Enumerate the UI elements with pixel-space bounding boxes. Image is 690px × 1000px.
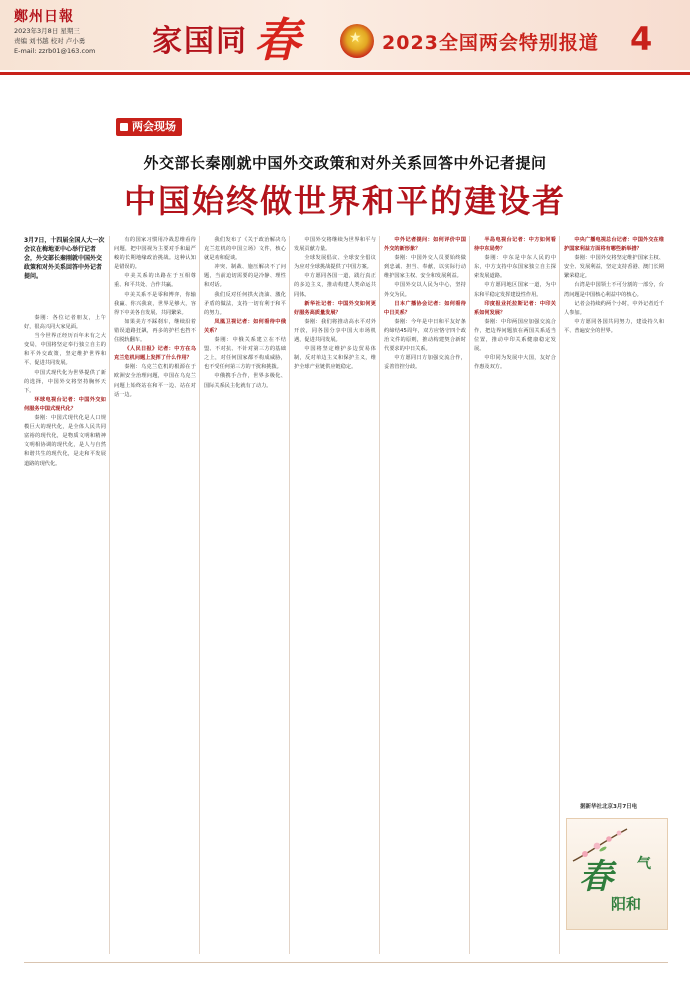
body-column-7 [564, 236, 664, 808]
body-column-3 [204, 236, 286, 956]
section-title: 家国同 [152, 24, 248, 59]
paragraph: 秦刚：今年是中日和平友好条约缔结45周年，双方应恪守四个政治文件的原则，推动构建契合新时代要求的中日关系。 [384, 318, 466, 353]
lead-box [24, 236, 106, 308]
paragraph: 全球发展倡议、全球安全倡议为应对全球挑战提供了中国方案。 [294, 255, 376, 271]
question-paragraph: 新华社记者：中国外交如何更好服务高质量发展？ [294, 300, 376, 316]
paragraph: 秦刚：各位记者朋友，上午好，很高兴同大家见面。 [24, 315, 106, 331]
question-paragraph: 中外记者提问：如何评价中国外交的新形象？ [384, 237, 466, 253]
paragraph: 我们发布了《关于政治解决乌克兰危机的中国立场》文件，核心就是劝和促谈。 [204, 237, 286, 262]
paragraph: 秦刚：中俄关系建立在不结盟、不对抗、不针对第三方的基础之上，对任何国家都不构成威胁，也不受任何第三方的干扰和挑拨。 [204, 337, 286, 371]
paragraph: 中美关系不是零和博弈，你输我赢、你兴我衰，世界足够大，容得下中美各自发展、共同繁荣。 [114, 291, 196, 316]
paragraph: 台湾是中国领土不可分割的一部分，台湾问题是中国核心利益中的核心。 [564, 282, 664, 298]
page-number: 4 [630, 20, 653, 58]
yanghe-text: 阳和 [611, 895, 642, 913]
paragraph: 中方愿同日方加强交流合作，妥善管控分歧。 [384, 355, 466, 371]
column-divider [289, 236, 290, 954]
paragraph: 有的国家习惯用冷战思维看待问题，把中国视为主要对手和最严峻的长期地缘政治挑战。这种认知是错误的。 [114, 237, 196, 271]
paragraph: 如果美方不踩刹车，继续沿着错误道路狂飙，再多的护栏也挡不住脱轨翻车。 [114, 318, 196, 344]
column-divider [469, 236, 470, 954]
paragraph: 中国外交将继续为世界和平与发展贡献力量。 [294, 237, 376, 253]
paper-name: 鄭州日報 [14, 9, 74, 25]
special-report-title: 2023全国两会特别报道 [382, 32, 599, 54]
paragraph: 中方愿同各国共同努力，建设持久和平、普遍安全的世界。 [564, 318, 664, 334]
date-block [14, 26, 95, 56]
paragraph: 秦刚：中国外交人员要始终做到忠诚、担当、奉献，以实际行动维护国家主权、安全和发展利益。 [384, 255, 466, 280]
spring-character: 春 [579, 857, 613, 897]
paragraph: 记者会持续约两个小时，中外记者近千人参加。 [564, 300, 664, 316]
paragraph: 中国将坚定维护多边贸易体制，反对单边主义和保护主义，维护全球产业链供应链稳定。 [294, 346, 376, 371]
column-divider [109, 236, 110, 954]
paragraph: 中印同为发展中大国，友好合作惠及双方。 [474, 355, 556, 371]
qi-character: 气 [637, 856, 651, 872]
bottom-divider [24, 962, 668, 963]
article-subhead: 外交部长秦刚就中国外交政策和对外关系回答中外记者提问 [143, 154, 547, 172]
question-paragraph: 日本广播协会记者：如何看待中日关系？ [384, 300, 466, 316]
question-paragraph: 《人民日报》记者：中方在乌克兰危机问题上发挥了什么作用？ [114, 346, 196, 362]
paragraph: 秦刚：我们将推动高水平对外开放，同各国分享中国大市场机遇，促进共同发展。 [294, 318, 376, 344]
body-column-5 [384, 236, 466, 956]
paragraph: 中方愿同地区国家一道，为中东和平稳定发挥建设性作用。 [474, 282, 556, 298]
national-emblem-icon [340, 24, 374, 58]
source-note: 据新华社北京3月7日电 [580, 804, 638, 810]
article-headline: 中国始终做世界和平的建设者 [123, 182, 566, 220]
question-paragraph: 半岛电视台记者：中方如何看待中东局势？ [474, 237, 556, 253]
paragraph: 中国外交以人民为中心，坚持外交为民。 [384, 282, 466, 298]
column-divider [199, 236, 200, 954]
paragraph: 中方愿同各国一道，践行真正的多边主义，推动构建人类命运共同体。 [294, 273, 376, 298]
body-column-6 [474, 236, 556, 956]
editor-line: 责编 刘书越 校对 卢小勇 [14, 37, 86, 45]
section-char: 春 [254, 13, 300, 67]
lead-text: 3月7日，十四届全国人大一次会议在梅地亚中心举行记者会，外交部长秦刚就中国外交政策和对外关系回答中外记者提问。 [24, 237, 105, 280]
masthead-divider [0, 72, 690, 75]
date-line: 2023年3月8日 星期三 [14, 27, 80, 35]
paragraph: 秦刚：中国外交将坚定维护国家主权、安全、发展利益，坚定支持香港、澳门长期繁荣稳定。 [564, 255, 664, 280]
paragraph: 中国式现代化为世界提供了新的选择，中国外交将坚持胸怀天下。 [24, 369, 106, 394]
star-icon: ★ [349, 30, 362, 46]
question-paragraph: 中央广播电视总台记者：中国外交在维护国家利益方面将有哪些新举措？ [564, 237, 664, 253]
paragraph: 我们反对任何拱火浇油、激化矛盾的做法，支持一切有利于和平的努力。 [204, 291, 286, 316]
column-tag: 两会现场 [116, 118, 182, 136]
paragraph: 秦刚：乌克兰危机的根源在于欧洲安全治理问题，中国在乌克兰问题上始终站在和平一边、站在对话一边。 [114, 364, 196, 398]
column-divider [559, 236, 560, 954]
paragraph: 冲突、制裁、施压解决不了问题，当前迫切需要的是冷静、理性和对话。 [204, 264, 286, 289]
question-paragraph: 印度报业托拉斯记者：中印关系如何发展？ [474, 300, 556, 316]
body-column-2 [114, 236, 196, 956]
question-paragraph: 环球电视台记者：中国外交如何服务中国式现代化？ [24, 396, 106, 412]
paragraph: 中美关系的出路在于互相尊重、和平共处、合作共赢。 [114, 273, 196, 289]
body-column-4 [294, 236, 376, 956]
paragraph: 中俄携手合作，世界多极化、国际关系民主化就有了动力。 [204, 373, 286, 389]
question-paragraph: 凤凰卫视记者：如何看待中俄关系？ [204, 318, 286, 334]
masthead [0, 0, 690, 86]
body-column-1 [24, 314, 106, 954]
paragraph: 当今世界正经历百年未有之大变局，中国将坚定奉行独立自主的和平外交政策，坚定维护世界和平、促进共同发展。 [24, 333, 106, 367]
paragraph: 秦刚：中东是中东人民的中东，中方支持中东国家独立自主探索发展道路。 [474, 255, 556, 280]
email-line: E-mail: zzrb01@163.com [14, 47, 96, 55]
column-divider [379, 236, 380, 954]
paragraph: 秦刚：中国式现代化是人口规模巨大的现代化，是全体人民共同富裕的现代化，是物质文明和精神文明相协调的现代化，是人与自然和谐共生的现代化，是走和平发展道路的现代化。 [24, 415, 106, 467]
paragraph: 秦刚：中印两国应加强交流合作，把边界问题放在两国关系适当位置，推动中印关系健康稳定发展。 [474, 318, 556, 353]
spring-decoration [566, 818, 668, 930]
